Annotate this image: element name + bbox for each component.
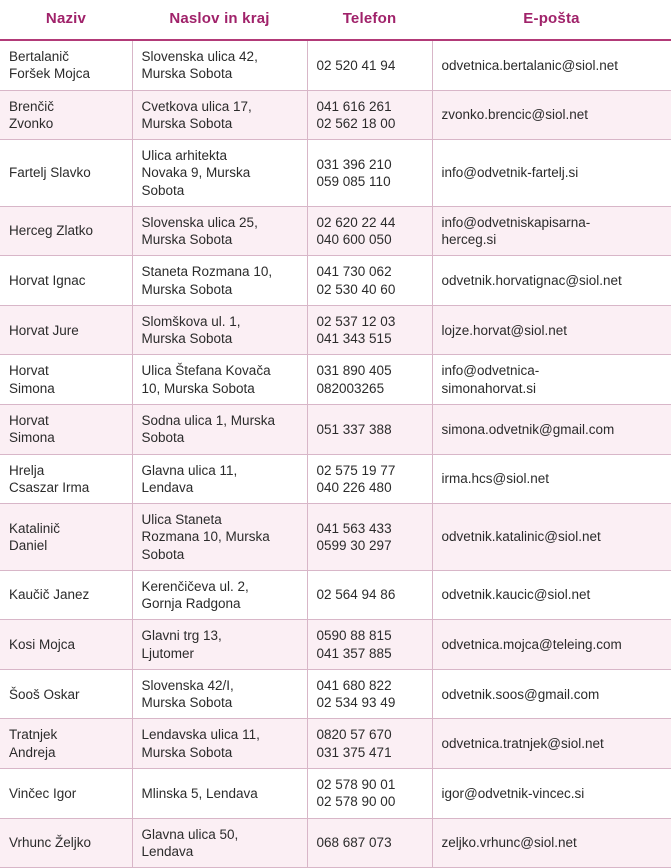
- table-row: [0, 504, 671, 571]
- cell-naziv-line: Andreja: [9, 744, 56, 760]
- cell-naslov: [132, 454, 307, 504]
- cell-naslov: [132, 818, 307, 868]
- cell-telefon: [307, 669, 432, 719]
- cell-naziv: [0, 454, 132, 504]
- cell-eposta-line: zeljko.vrhunc@siol.net: [441, 835, 577, 851]
- cell-naslov: [132, 719, 307, 769]
- cell-naziv: [0, 669, 132, 719]
- cell-eposta-line: info@odvetnik-fartelj.si: [441, 165, 579, 181]
- table-row: [0, 404, 671, 454]
- cell-telefon-line: 02 578 90 01: [316, 776, 396, 792]
- cell-eposta[interactable]: [432, 620, 671, 670]
- cell-naslov-line: Mlinska 5, Lendava: [141, 785, 258, 801]
- table-row: [0, 570, 671, 620]
- cell-naslov-line: Glavna ulica 50,: [141, 826, 239, 842]
- cell-naslov-line: Murska Sobota: [141, 744, 233, 760]
- cell-naslov-line: Glavna ulica 11,: [141, 462, 238, 478]
- cell-eposta-line: igor@odvetnik-vincec.si: [441, 785, 585, 801]
- cell-naziv-line: Bertalanič: [9, 49, 70, 64]
- cell-naziv: [0, 570, 132, 620]
- cell-naslov-line: Ulica Štefana Kovača: [141, 363, 271, 379]
- cell-naslov: [132, 355, 307, 405]
- table-row: [0, 206, 671, 256]
- cell-naziv-line: Simona: [9, 430, 55, 446]
- cell-eposta-line: simona.odvetnik@gmail.com: [441, 421, 615, 437]
- cell-naziv-line: Šooš Oskar: [9, 686, 80, 702]
- cell-eposta-line: odvetnica.mojca@teleing.com: [441, 637, 622, 652]
- cell-eposta-line: herceg.si: [441, 232, 497, 248]
- cell-telefon-line: 040 226 480: [316, 479, 392, 495]
- table-row: [0, 90, 671, 140]
- cell-eposta-line: odvetnik.horvatignac@siol.net: [441, 273, 622, 289]
- column-header-eposta: E-pošta: [432, 0, 671, 40]
- cell-telefon-line: 041 343 515: [316, 331, 392, 347]
- cell-telefon-line: 02 520 41 94: [316, 57, 396, 73]
- cell-telefon: [307, 454, 432, 504]
- cell-eposta-line: irma.hcs@siol.net: [441, 471, 549, 487]
- cell-telefon-line: 0590 88 815: [316, 628, 392, 644]
- cell-naslov: [132, 669, 307, 719]
- cell-naziv: [0, 620, 132, 670]
- cell-eposta[interactable]: [432, 669, 671, 719]
- cell-naziv-line: Csaszar Irma: [9, 479, 90, 495]
- cell-eposta-line: lojze.horvat@siol.net: [441, 322, 568, 338]
- cell-telefon-line: 041 616 261: [316, 98, 392, 114]
- cell-telefon-line: 082003265: [316, 380, 385, 396]
- table-row: [0, 355, 671, 405]
- cell-naslov: [132, 90, 307, 140]
- cell-eposta[interactable]: [432, 818, 671, 868]
- cell-telefon-line: 031 396 210: [316, 156, 392, 172]
- cell-telefon-line: 059 085 110: [316, 173, 391, 189]
- cell-eposta[interactable]: [432, 256, 671, 306]
- cell-eposta-line: info@odvetniskapisarna-: [441, 214, 591, 230]
- table-row: [0, 454, 671, 504]
- cell-naziv: [0, 404, 132, 454]
- cell-eposta-line: simonahorvat.si: [441, 380, 537, 396]
- cell-naziv-line: Tratnjek: [9, 727, 58, 743]
- cell-telefon-line: 0820 57 670: [316, 727, 392, 743]
- cell-naziv-line: Vrhunc Željko: [9, 835, 92, 851]
- cell-telefon: [307, 256, 432, 306]
- cell-naziv-line: Kosi Mojca: [9, 637, 76, 652]
- cell-naslov-line: Murska Sobota: [141, 695, 233, 711]
- cell-telefon-line: 02 620 22 44: [316, 214, 396, 230]
- cell-naziv-line: Horvat: [9, 363, 49, 379]
- cell-telefon: [307, 305, 432, 355]
- cell-naslov: [132, 404, 307, 454]
- cell-naslov-line: Slovenska 42/I,: [141, 677, 234, 693]
- cell-naslov-line: Murska Sobota: [141, 115, 233, 131]
- table-row: [0, 305, 671, 355]
- cell-telefon: [307, 355, 432, 405]
- table-row: [0, 669, 671, 719]
- cell-naslov-line: Murska Sobota: [141, 281, 233, 297]
- table-row: [0, 40, 671, 90]
- cell-naziv-line: Daniel: [9, 537, 48, 553]
- cell-eposta[interactable]: [432, 206, 671, 256]
- cell-naslov-line: Sobota: [141, 546, 185, 562]
- cell-telefon-line: 02 578 90 00: [316, 794, 396, 810]
- cell-naziv-line: Brenčič: [9, 98, 55, 114]
- cell-naziv: [0, 256, 132, 306]
- cell-naslov-line: Slovenska ulica 42,: [141, 49, 258, 64]
- cell-telefon: [307, 40, 432, 90]
- cell-naslov-line: Rozmana 10, Murska: [141, 529, 270, 545]
- cell-naziv-line: Hrelja: [9, 462, 45, 478]
- cell-telefon: [307, 570, 432, 620]
- cell-eposta[interactable]: [432, 719, 671, 769]
- table-row: [0, 256, 671, 306]
- cell-telefon: [307, 768, 432, 818]
- cell-naslov: [132, 206, 307, 256]
- cell-telefon: [307, 620, 432, 670]
- cell-naslov-line: Sobota: [141, 430, 185, 446]
- cell-naziv-line: Vinčec Igor: [9, 785, 77, 801]
- cell-eposta[interactable]: [432, 504, 671, 571]
- cell-naslov-line: Ulica Staneta: [141, 512, 222, 528]
- cell-telefon-line: 02 575 19 77: [316, 462, 396, 478]
- cell-eposta-line: odvetnik.katalinic@siol.net: [441, 529, 601, 545]
- cell-naziv-line: Horvat Jure: [9, 322, 79, 338]
- cell-eposta-line: info@odvetnica-: [441, 363, 540, 379]
- cell-naziv: [0, 40, 132, 90]
- cell-eposta[interactable]: [432, 90, 671, 140]
- table-row: [0, 768, 671, 818]
- cell-naziv: [0, 504, 132, 571]
- cell-naziv-line: Herceg Zlatko: [9, 223, 94, 239]
- cell-naslov: [132, 768, 307, 818]
- cell-telefon-line: 041 730 062: [316, 264, 392, 280]
- cell-telefon-line: 02 562 18 00: [316, 115, 396, 131]
- cell-naslov-line: Lendavska ulica 11,: [141, 727, 260, 743]
- cell-telefon-line: 041 680 822: [316, 677, 392, 693]
- cell-naslov-line: Slomškova ul. 1,: [141, 313, 241, 329]
- cell-naziv: [0, 140, 132, 207]
- cell-eposta[interactable]: [432, 355, 671, 405]
- cell-naslov-line: Slovenska ulica 25,: [141, 214, 258, 230]
- cell-naziv-line: Horvat: [9, 412, 49, 428]
- cell-eposta-line: zvonko.brencic@siol.net: [441, 107, 589, 123]
- column-header-naslov: Naslov in kraj: [132, 0, 307, 40]
- table-row: [0, 719, 671, 769]
- cell-eposta-line: odvetnica.tratnjek@siol.net: [441, 736, 604, 752]
- cell-naslov-line: Murska Sobota: [141, 331, 233, 347]
- cell-naslov: [132, 570, 307, 620]
- cell-telefon-line: 02 537 12 03: [316, 313, 396, 329]
- cell-eposta[interactable]: [432, 768, 671, 818]
- cell-naslov: [132, 40, 307, 90]
- cell-naslov-line: Lendava: [141, 479, 194, 495]
- table-body: [0, 40, 671, 868]
- cell-naziv-line: Horvat Ignac: [9, 273, 86, 289]
- cell-naslov-line: Kerenčičeva ul. 2,: [141, 578, 249, 594]
- cell-naziv: [0, 206, 132, 256]
- cell-naziv: [0, 719, 132, 769]
- cell-eposta[interactable]: [432, 570, 671, 620]
- cell-telefon-line: 068 687 073: [316, 835, 392, 851]
- cell-naslov: [132, 256, 307, 306]
- cell-eposta[interactable]: [432, 404, 671, 454]
- cell-naslov-line: Glavni trg 13,: [141, 628, 222, 644]
- cell-naziv-line: Kaučič Janez: [9, 587, 90, 603]
- column-header-telefon: Telefon: [307, 0, 432, 40]
- cell-naziv: [0, 355, 132, 405]
- cell-naslov-line: Murska Sobota: [141, 232, 233, 248]
- cell-naslov-line: Novaka 9, Murska: [141, 165, 251, 181]
- cell-naziv: [0, 90, 132, 140]
- table-row: [0, 818, 671, 868]
- cell-telefon: [307, 206, 432, 256]
- cell-naslov-line: Ulica arhitekta: [141, 148, 228, 164]
- cell-naziv-line: Katalinič: [9, 520, 61, 536]
- cell-telefon-line: 051 337 388: [316, 421, 392, 437]
- cell-telefon: [307, 90, 432, 140]
- cell-naslov: [132, 620, 307, 670]
- cell-telefon-line: 040 600 050: [316, 232, 392, 248]
- cell-telefon-line: 02 564 94 86: [316, 587, 396, 603]
- cell-eposta[interactable]: [432, 454, 671, 504]
- cell-telefon-line: 031 890 405: [316, 363, 392, 379]
- cell-naziv: [0, 818, 132, 868]
- column-header-naziv: Naziv: [0, 0, 132, 40]
- cell-telefon-line: 031 375 471: [316, 744, 392, 760]
- table-header-row: [0, 0, 671, 40]
- cell-eposta[interactable]: [432, 140, 671, 207]
- cell-naslov: [132, 504, 307, 571]
- cell-naslov-line: Sodna ulica 1, Murska: [141, 412, 276, 428]
- cell-telefon: [307, 404, 432, 454]
- cell-naslov-line: Murska Sobota: [141, 66, 233, 82]
- cell-telefon: [307, 818, 432, 868]
- cell-naslov-line: Sobota: [141, 182, 185, 198]
- cell-telefon: [307, 719, 432, 769]
- cell-eposta-line: odvetnik.kaucic@siol.net: [441, 587, 591, 603]
- cell-naslov: [132, 305, 307, 355]
- cell-eposta-line: odvetnik.soos@gmail.com: [441, 686, 600, 702]
- cell-eposta-line: odvetnica.bertalanic@siol.net: [441, 57, 619, 73]
- cell-naslov-line: Ljutomer: [141, 645, 195, 661]
- cell-telefon-line: 02 530 40 60: [316, 281, 396, 297]
- cell-telefon-line: 0599 30 297: [316, 537, 392, 553]
- cell-naslov-line: 10, Murska Sobota: [141, 380, 255, 396]
- cell-telefon-line: 041 357 885: [316, 645, 392, 661]
- cell-eposta[interactable]: [432, 40, 671, 90]
- cell-naziv: [0, 768, 132, 818]
- cell-naslov-line: Gornja Radgona: [141, 596, 241, 612]
- table-row: [0, 140, 671, 207]
- cell-naziv-line: Fartelj Slavko: [9, 165, 91, 181]
- table-row: [0, 620, 671, 670]
- cell-telefon: [307, 504, 432, 571]
- cell-telefon-line: 02 534 93 49: [316, 695, 396, 711]
- cell-naslov-line: Lendava: [141, 843, 194, 859]
- cell-naziv: [0, 305, 132, 355]
- table-header: [0, 0, 671, 40]
- cell-naslov-line: Cvetkova ulica 17,: [141, 98, 252, 114]
- cell-naziv-line: Zvonko: [9, 115, 54, 131]
- cell-telefon: [307, 140, 432, 207]
- cell-telefon-line: 041 563 433: [316, 520, 392, 536]
- cell-eposta[interactable]: [432, 305, 671, 355]
- cell-naslov: [132, 140, 307, 207]
- cell-naziv-line: Foršek Mojca: [9, 66, 91, 82]
- cell-naziv-line: Simona: [9, 380, 55, 396]
- cell-naslov-line: Staneta Rozmana 10,: [141, 264, 273, 280]
